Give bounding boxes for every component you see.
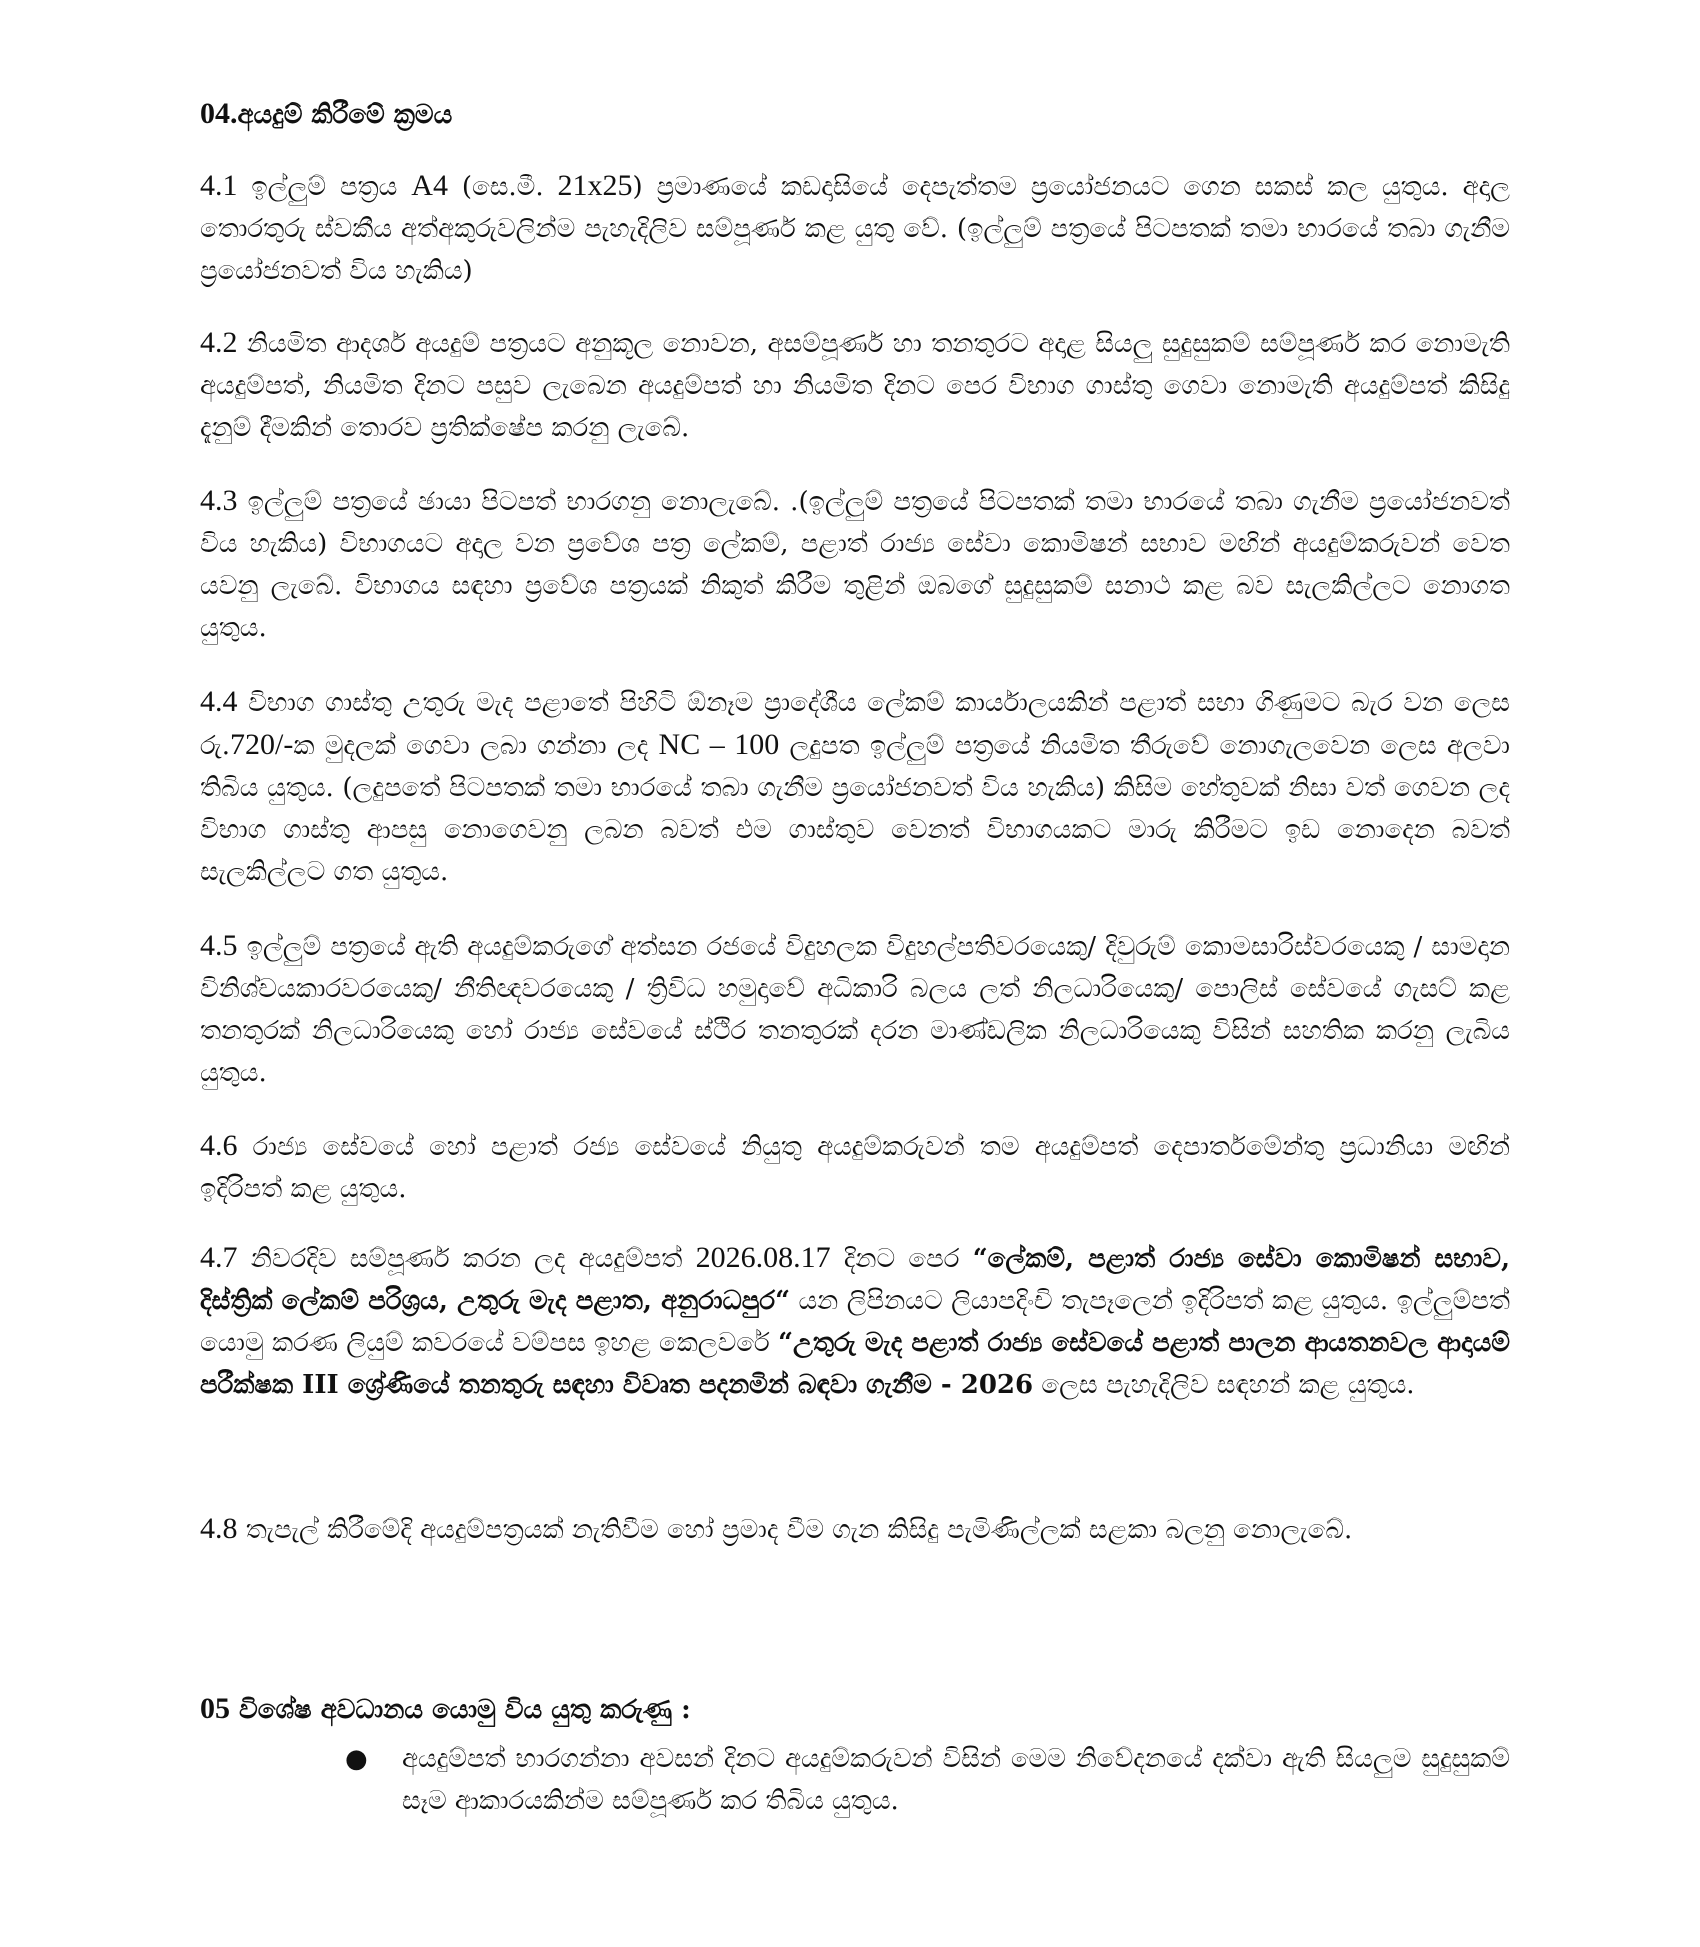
- paragraph-4-2: [200, 322, 1510, 449]
- paragraph-text: නියමිත ආදර්ශ අයදුම් පත්‍රයට අනුකූල නොවන, අසම්පූර්ණ හා තනතුරට අදාළ සියලු සුදුසුකම් සම්පූර්ණ කර නොමැති අයදුම්පත්, නියමිත දිනට පසුව ලැබෙන අයදුම්පත් හා නියමිත දිනට පෙර විභාග ගාස්තු ගෙවා නොමැති අයදුම්පත් කිසිදු දැනුම් දීමකින් තොරව ප්‍රතික්ෂේප කරනු ලැබේ.: [200, 329, 1510, 443]
- paragraph-text: ඉල්ලුම් පත්‍රය: [237, 172, 412, 202]
- paragraph-text: ) ප්‍රමාණයේ කඩදාසියේ දෙපැත්තම ප්‍රයෝජනයට ගෙන සකස් කල යුතුය. අදාල තොරතුරු ස්වකීය අත්අකුරුවලින්ම පැහැදිලිව සම්පූර්ණ කළ යුතු වේ. (ඉල්ලුම් පත්‍රයේ පිටපතක් තමා භාරයේ තබා ගැනීම ප්‍රයෝජනවත් විය හැකිය): [200, 172, 1510, 286]
- paragraph-4-8: [200, 1508, 1510, 1551]
- paragraph-4-3: [200, 480, 1510, 649]
- list-item: [345, 1738, 1510, 1822]
- paragraph-text: දිනට පෙර: [830, 1244, 973, 1274]
- paragraph-text: ඉල්ලුම් පත්‍රයේ ඡායා පිටපත් භාරගනු නොලැබේ. .(ඉල්ලුම් පත්‍රයේ පිටපතක් තමා භාරයේ තබා ගැනීම ප්‍රයෝජනවත් විය හැකිය) විභාගයට අදාල වන ප්‍රවේශ පත්‍ර ලේකම්, පළාත් රාජ්‍ය සේවා කොමිෂන් සභාව මඟින් අයදුම්කරුවන් වෙත යවනු ලැබේ. විභාගය සඳහා ප්‍රවේශ පත්‍රයක් නිකුත් කිරීම තුළින් ඔබගේ සුදුසුකම් සනාථ කළ බව සැලකිල්ලට නොගත යුතුය.: [200, 487, 1510, 643]
- section-4-heading: [200, 93, 1510, 136]
- paragraph-number: 4.1: [200, 169, 238, 202]
- section-4-title: අයදුම් කිරීමේ ක්‍රමය: [237, 100, 453, 130]
- paragraph-text: යන ලිපිනයට ලියාපදිංචි තැපෑලෙන් ඉදිරිපත් කළ යුතුය. ඉල්ලුම්පත් යොමු කරණ ලියුම් කවරයේ වම්පස ඉහළ කෙලවරේ: [200, 1286, 1510, 1358]
- postal-address: “ලේකම්, පළාත් රාජ්‍ය සේවා කොමිෂන් සභාව, දිස්ත්‍රික් ලේකම් පරිශ්‍රය, උතුරු මැද පළාත, අනුරාධපුර“: [200, 1244, 1511, 1316]
- paragraph-number: 4.2: [200, 326, 238, 359]
- paragraph-text: විභාග ගාස්තු උතුරු මැද පළාතේ පිහිටි ඕනෑම ප්‍රාදේශීය ලේකම් කාර්යාලයකින් පළාත් සභා ගිණුමට බැර වන ලෙස රු.: [200, 688, 1510, 761]
- deadline-date: 2026.08.17: [695, 1241, 831, 1274]
- receipt-code: NC – 100: [658, 728, 780, 761]
- paragraph-4-4: [200, 681, 1510, 893]
- paragraph-text: ඉල්ලුම් පත්‍රයේ ඇති අයදුම්කරුගේ අත්සන රජයේ විදුහලක විදුහල්පතිවරයෙකු/ දිවුරුම් කොමසාරිස්වරයෙකු / සාමදාන විනිශ්චයකාරවරයෙකු/ නීතිඥවරයෙකු / ත්‍රිවිධ හමුදාවේ අධිකාරි බලය ලත් නිලධාරියෙකු/ පොලිස් සේවයේ ගැසට් කළ තනතුරක් නිලධාරියෙකු හෝ රාජ්‍ය සේවයේ ස්ථිර තනතුරක් දරන මාණ්ඩලික නිලධාරියෙකු විසින් සහතික කරනු ලැබිය යුතුය.: [200, 932, 1510, 1088]
- section-5-heading: [200, 1688, 1510, 1731]
- section-5-number: 05: [200, 1692, 230, 1725]
- paragraph-4-6: [200, 1125, 1510, 1210]
- section-5-title: විශේෂ අවධානය යොමු විය යුතු කරුණු :: [230, 1695, 691, 1725]
- bullet-icon: ●: [345, 1744, 368, 1774]
- paragraph-text: ක මුදලක් ගෙවා ලබා ගන්නා ලද: [293, 731, 659, 761]
- paragraph-number: 4.5: [200, 929, 238, 962]
- paragraph-number: 4.4: [200, 685, 238, 718]
- fee-amount: 720/-: [230, 728, 294, 761]
- paragraph-4-7: [200, 1237, 1510, 1406]
- paragraph-text: නිවරදිව සම්පූර්ණ කරන ලද අයදුම්පත්: [237, 1244, 696, 1274]
- list-item-text: අයදුම්පත් භාරගන්නා අවසන් දිනට අයදුම්කරුවන් විසින් මෙම නිවේදනයේ දක්වා ඇති සියලුම සුදුසුකම් සෑම ආකාරයකින්ම සම්පූර්ණ කර තිබිය යුතුය.: [402, 1744, 1510, 1816]
- paragraph-text: (සෙ.මී.: [447, 172, 558, 202]
- paragraph-number: 4.7: [200, 1241, 238, 1274]
- paragraph-text: තැපැල් කිරීමේදි අයදුම්පත්‍රයක් නැතිවීම හෝ ප්‍රමාද වීම ගැන කිසිදු පැමිණිල්ලක් සළකා බලනු නොලැබේ.: [237, 1515, 1353, 1545]
- paragraph-4-5: [200, 925, 1510, 1094]
- section-4-number: 04.: [200, 97, 238, 130]
- paper-size: A4: [411, 169, 448, 202]
- paragraph-4-1: [200, 165, 1510, 292]
- paragraph-text: රාජ්‍ය සේවයේ හෝ පළාත් රජ්‍ය සේවයේ නියුතු අයදුම්කරුවන් තම අයදුම්පත් දෙපාර්තමේන්තු ප්‍රධානියා මඟින් ඉදිරිපත් කළ යුතුය.: [200, 1132, 1510, 1204]
- paragraph-number: 4.6: [200, 1129, 238, 1162]
- paragraph-text: ලෙස පැහැදිලිව සඳහන් කළ යුතුය.: [1033, 1370, 1415, 1400]
- envelope-caption: “උතුරු මැද පළාත් රාජ්‍ය සේවයේ පළාත් පාලන ආයතනවල ආදායම් පරීක්ෂක III ශ්‍රේණියේ තනතුරු සඳහා විවෘත පදනමින් බඳවා ගැනීම - 2026: [200, 1328, 1511, 1400]
- paragraph-text: ලදුපත ඉල්ලුම් පත්‍රයේ නියමිත තීරුවේ නොගැලවෙන ලෙස අලවා තිබිය යුතුය. (ලදුපතේ පිටපතක් තමා භාරයේ තබා ගැනීම ප්‍රයෝජනවත් විය හැකිය) කිසිම හේතුවක් නිසා වත් ගෙවන ලද විභාග ගාස්තු ආපසු නොගෙවනු ලබන බවත් එම ගාස්තුව වෙනත් විභාගයකට මාරු කිරීමට ඉඩ නොදෙන බවත් සැලකිල්ලට ගත යුතුය.: [200, 731, 1510, 887]
- paragraph-number: 4.3: [200, 484, 238, 517]
- paragraph-number: 4.8: [200, 1512, 238, 1545]
- paper-dimensions: 21x25: [557, 169, 633, 202]
